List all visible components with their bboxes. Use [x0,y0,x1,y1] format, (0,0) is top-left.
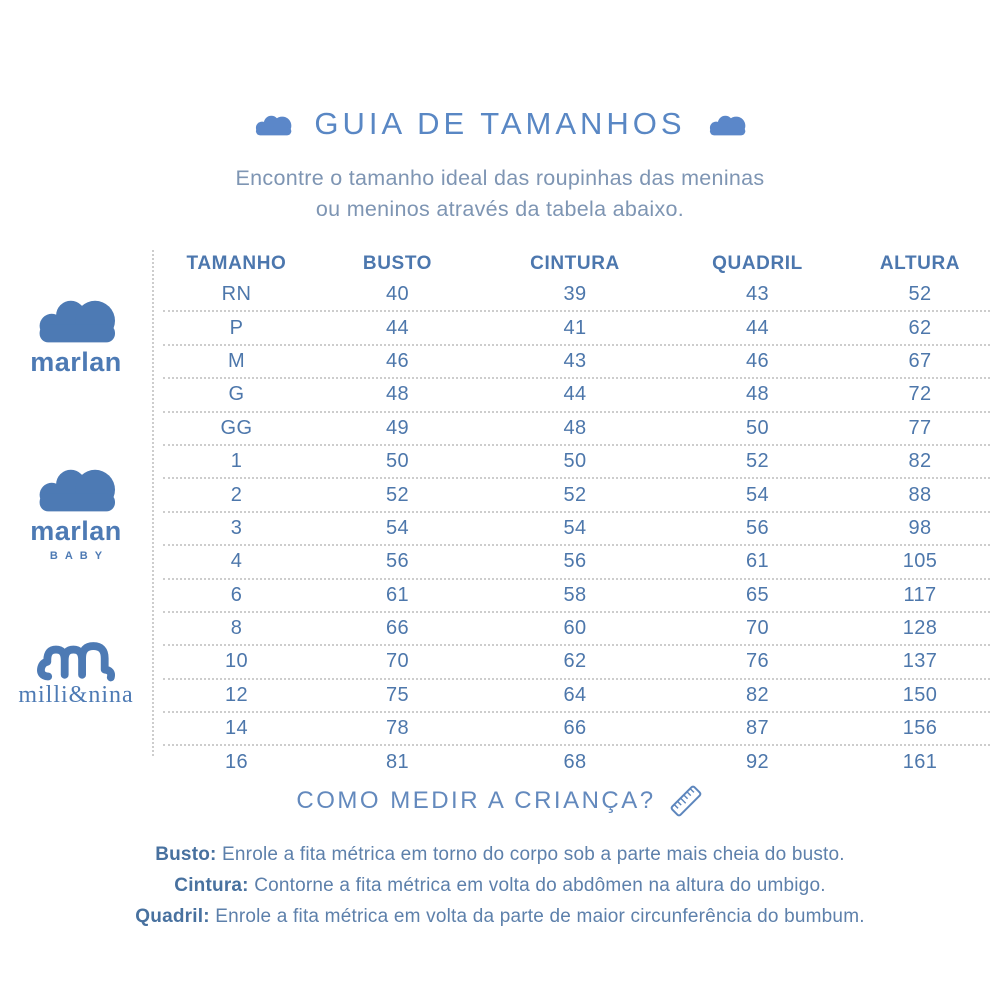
table-cell: 161 [902,750,938,773]
table-cell: 56 [563,550,587,573]
page-header [0,106,1000,142]
vertical-divider [152,250,154,756]
table-cell: 12 [224,683,249,706]
table-row [163,279,990,312]
instruction-label: Quadril: [135,906,216,927]
table-cell: 6 [230,583,243,606]
table-cell: GG [220,416,253,439]
instruction-text: Contorne a fita métrica em volta do abdômen na altura do umbigo. [254,875,826,896]
table-cell: RN [221,283,252,306]
table-header-row [163,248,990,279]
table-cell: 16 [224,750,249,773]
marlan-baby-wordmark: marlan [30,516,122,546]
table-row [163,513,990,546]
column-header-tamanho: TAMANHO [186,252,287,274]
cloud-icon [252,112,294,137]
table-cell: 52 [563,483,587,506]
instruction-line [0,870,1000,901]
table-cell: 39 [563,283,587,306]
table-cell: 49 [385,416,410,439]
table-cell: 46 [745,349,770,372]
table-cell: 56 [745,516,770,539]
table-cell: 54 [385,516,410,539]
table-cell: 44 [745,316,770,339]
page-title: GUIA DE TAMANHOS [314,106,686,141]
table-cell: 64 [563,683,587,706]
table-cell: 70 [745,617,770,640]
table-cell: 58 [563,583,587,606]
size-table [163,248,990,778]
table-cell: 8 [230,617,243,640]
table-row [163,413,990,446]
instruction-label: Cintura: [174,875,255,896]
table-cell: 44 [563,383,587,406]
instruction-line [0,901,1000,932]
table-row [163,346,990,379]
table-cell: 105 [902,550,938,573]
table-cell: 128 [902,617,938,640]
table-row [163,680,990,713]
table-cell: 117 [903,583,937,606]
table-cell: 54 [563,516,587,539]
table-cell: 50 [563,450,587,473]
instruction-label: Busto: [155,844,223,865]
table-cell: 14 [224,717,249,740]
measure-section-header [0,783,1000,819]
table-cell: 92 [745,750,770,773]
table-cell: 81 [385,750,410,773]
table-cell: 88 [908,483,932,506]
table-cell: 62 [908,316,932,339]
table-row [163,646,990,679]
table-cell: 2 [230,483,243,506]
table-cell: 76 [745,650,770,673]
table-cell: 75 [385,683,410,706]
table-cell: 43 [563,349,587,372]
table-cell: 3 [230,516,243,539]
marlan-baby-cloud-icon [28,462,124,514]
table-cell: G [228,383,245,406]
table-row [163,479,990,512]
table-cell: 52 [745,450,770,473]
table-row [163,746,990,777]
table-row [163,546,990,579]
cloud-icon [706,112,748,137]
table-cell: 48 [385,383,410,406]
instruction-line [0,839,1000,870]
table-cell: 77 [908,416,932,439]
table-cell: 66 [563,717,587,740]
size-table-body [163,279,990,778]
page-subtitle: Encontre o tamanho ideal das roupinhas das meninas ou meninos através da tabela abaixo. [235,166,765,221]
table-cell: 60 [563,617,587,640]
table-row [163,446,990,479]
table-row [163,613,990,646]
table-cell: 56 [385,550,410,573]
instruction-text: Enrole a fita métrica em torno do corpo sob a parte mais cheia do busto. [222,844,845,865]
table-cell: 41 [563,316,587,339]
measure-instructions [0,839,1000,932]
marlan-baby-sub-label: BABY [49,550,110,562]
table-cell: 98 [908,516,932,539]
table-cell: 50 [745,416,770,439]
table-cell: 67 [908,349,932,372]
table-cell: 61 [745,550,770,573]
table-cell: 10 [224,650,249,673]
table-cell: 137 [902,650,938,673]
column-header-altura: ALTURA [879,252,961,274]
table-cell: 156 [902,717,938,740]
table-cell: 48 [745,383,770,406]
table-cell: 1 [230,450,243,473]
table-cell: 4 [230,550,243,573]
milli-nina-wordmark: milli&nina [18,682,134,708]
logo-marlan-baby [15,462,137,562]
table-cell: 66 [385,617,410,640]
table-cell: P [229,316,244,339]
table-cell: 150 [902,683,938,706]
table-cell: 52 [908,283,932,306]
table-cell: 70 [385,650,410,673]
table-cell: 50 [385,450,410,473]
table-cell: 78 [385,717,410,740]
ruler-icon [668,783,704,819]
column-header-quadril: QUADRIL [712,252,803,274]
instruction-text: Enrole a fita métrica em volta da parte de maior circunferência do bumbum. [215,906,865,927]
table-cell: M [227,349,246,372]
table-row [163,713,990,746]
table-cell: 40 [385,283,410,306]
milli-nina-monogram-icon [36,638,116,682]
table-cell: 61 [385,583,410,606]
table-cell: 52 [385,483,410,506]
table-cell: 43 [745,283,770,306]
table-cell: 72 [908,383,932,406]
marlan-wordmark: marlan [30,347,122,377]
table-cell: 62 [563,650,587,673]
table-cell: 68 [563,750,587,773]
table-cell: 82 [745,683,770,706]
table-cell: 46 [385,349,410,372]
logo-marlan [15,293,137,378]
logo-milli-nina [15,638,137,709]
column-header-cintura: CINTURA [530,252,620,274]
table-row [163,312,990,345]
marlan-cloud-icon [28,293,124,345]
table-cell: 48 [563,416,587,439]
table-cell: 54 [745,483,770,506]
table-cell: 87 [745,717,770,740]
table-row [163,580,990,613]
table-cell: 82 [908,450,932,473]
table-cell: 44 [385,316,410,339]
column-header-busto: BUSTO [362,252,433,274]
table-cell: 65 [745,583,770,606]
table-row [163,379,990,412]
measure-section-title: COMO MEDIR A CRIANÇA? [296,787,656,814]
